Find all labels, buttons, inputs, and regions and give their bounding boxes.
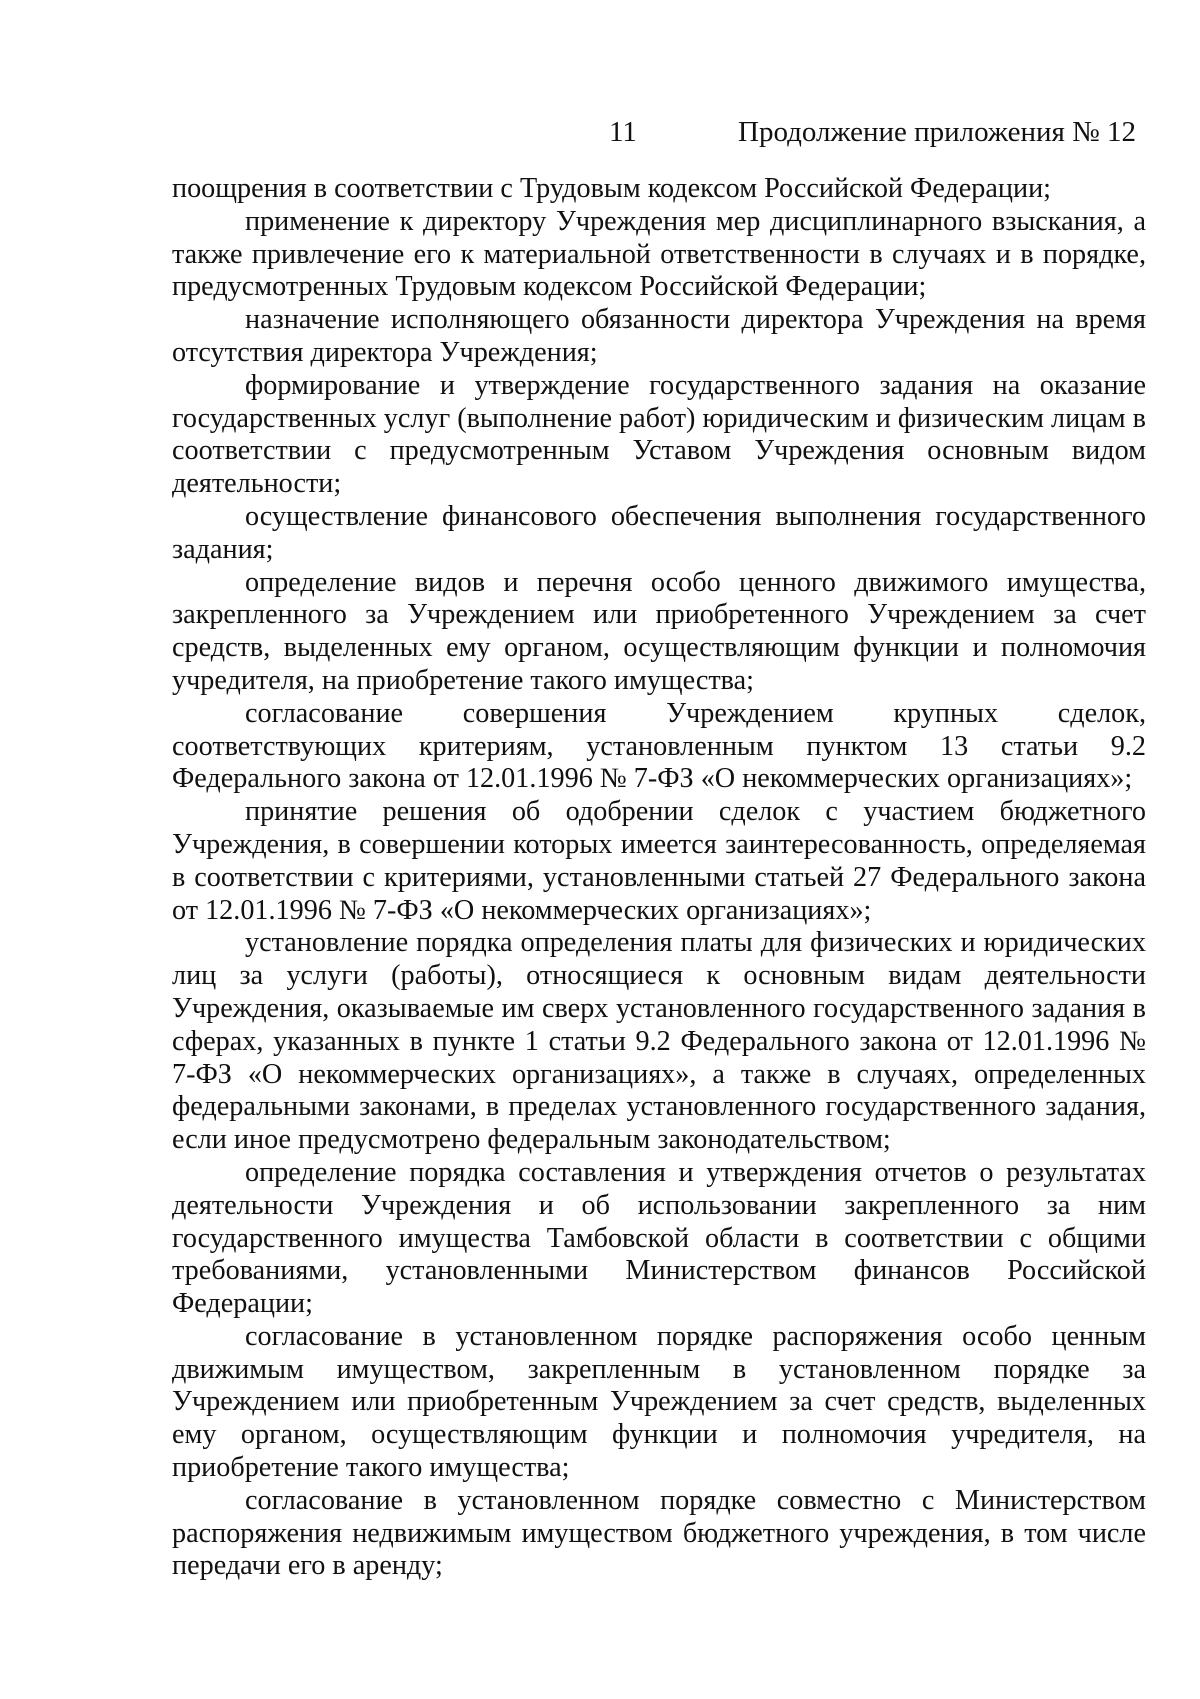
- paragraph: принятие решения об одобрении сделок с участием бюджетного Учреждения, в совершении которых имеется заинтересованность, определяемая в соответствии с критериями, установленными статьей 27 Федерального закона от 12.01.1996 № 7-ФЗ «О некоммерческих организациях»;: [172, 796, 1146, 926]
- paragraph-continued: поощрения в соответствии с Трудовым кодексом Российской Федерации;: [172, 173, 1051, 204]
- page-number: 11: [609, 116, 637, 148]
- paragraph: согласование в установленном порядке совместно с Министерством распоряжения недвижимым имуществом бюджетного учреждения, в том числе передачи его в аренду;: [172, 1484, 1146, 1582]
- appendix-continuation-label: Продолжение приложения № 12: [738, 116, 1136, 148]
- paragraph: согласование в установленном порядке распоряжения особо ценным движимым имуществом, закрепленным в установленном порядке за Учреждением или приобретенным Учреждением за счет средств, выделенных ему органом, осуществляющим функции и полномочия учредителя, на приобретение такого имущества;: [172, 1320, 1146, 1484]
- paragraph: определение порядка составления и утверждения отчетов о результатах деятельности Учреждения и об использовании закрепленного за ним государственного имущества Тамбовской области в соответствии с общими требованиями, установленными Министерством финансов Российской Федерации;: [172, 1156, 1146, 1320]
- paragraph: установление порядка определения платы для физических и юридических лиц за услуги (работы), относящиеся к основным видам деятельности Учреждения, оказываемые им сверх установленного государственного задания в сферах, указанных в пункте 1 статьи 9.2 Федерального закона от 12.01.1996 № 7-ФЗ «О некоммерческих организациях», а также в случаях, определенных федеральными законами, в пределах установленного государственного задания, если иное предусмотрено федеральным законодательством;: [172, 927, 1146, 1156]
- page-header: [0, 112, 1200, 152]
- paragraph: осуществление финансового обеспечения выполнения государственного задания;: [172, 500, 1146, 565]
- document-body: [172, 173, 1146, 1583]
- paragraph: применение к директору Учреждения мер дисциплинарного взыскания, а также привлечение его к материальной ответственности в случаях и в порядке, предусмотренных Трудовым кодексом Российской Федерации;: [172, 205, 1146, 303]
- paragraph: формирование и утверждение государственного задания на оказание государственных услуг (выполнение работ) юридическим и физическим лицам в соответствии с предусмотренным Уставом Учреждения основным видом деятельности;: [172, 369, 1146, 500]
- paragraph: согласование совершения Учреждением крупных сделок, соответствующих критериям, установленным пунктом 13 статьи 9.2 Федерального закона от 12.01.1996 № 7-ФЗ «О некоммерческих организациях»;: [172, 697, 1146, 795]
- paragraph: определение видов и перечня особо ценного движимого имущества, закрепленного за Учреждением или приобретенного Учреждением за счет средств, выделенных ему органом, осуществляющим функции и полномочия учредителя, на приобретение такого имущества;: [172, 566, 1146, 696]
- paragraph: назначение исполняющего обязанности директора Учреждения на время отсутствия директора Учреждения;: [172, 304, 1146, 368]
